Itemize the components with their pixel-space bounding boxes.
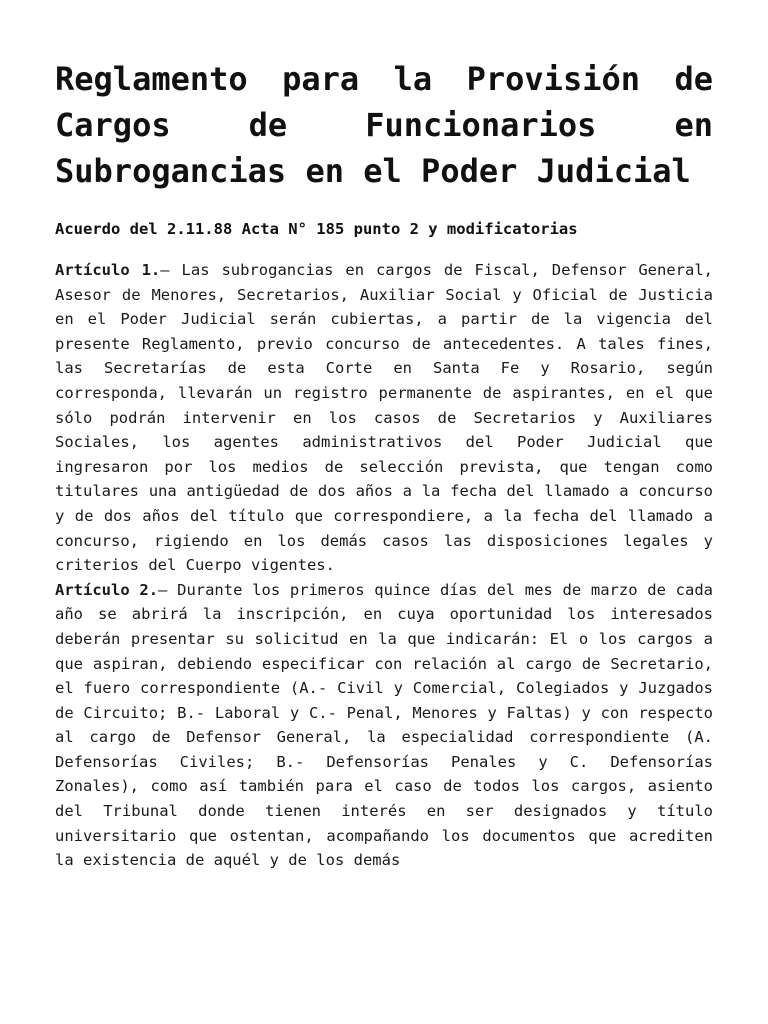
- article-1-text: – Las subrogancias en cargos de Fiscal, Defensor General, Asesor de Menores, Secretarios, Auxiliar Social y Oficial de Justicia en el Poder Judicial serán cubiertas, a partir de la vigencia del presente Reglamento, previo concurso de antecedentes. A tales fines, las Secretarías de esta Corte en Santa Fe y Rosario, según corresponda, llevarán un registro permanente de aspirantes, en el que sólo podrán intervenir en los casos de Secretarios y Auxiliares Sociales, los agentes administrativos del Poder Judicial que ingresaron por los medios de selección prevista, que tengan como titulares una antigüedad de dos años a la fecha del llamado a concurso y de dos años del título que correspondiere, a la fecha del llamado a concurso, rigiendo en los demás casos las disposiciones legales y criterios del Cuerpo vigentes.: [55, 261, 713, 575]
- document-body: [55, 56, 713, 873]
- article-2-label: Artículo 2.: [55, 580, 159, 599]
- article-2: [55, 578, 713, 873]
- document-title: Reglamento para la Provisión de Cargos de Funcionarios en Subrogancias en el Poder Judicial: [55, 60, 713, 190]
- article-1-label: Artículo 1.: [55, 261, 161, 279]
- article-2-text: – Durante los primeros quince días del mes de marzo de cada año se abrirá la inscripción, en cuya oportunidad los interesados deberán presentar su solicitud en la que indicarán: El o los cargos a que aspiran, debiendo especificar con relación al cargo de Secretario, el fuero correspondiente (A.- Civil y Comercial, Colegiados y Juzgados de Circuito; B.- Laboral y C.- Penal, Menores y Faltas) y con respecto al cargo de Defensor General, la especialidad correspondiente (A. Defensorías Civiles; B.- Defensorías Penales y C. Defensorías Zonales), como así también para el caso de todos los cargos, asiento del Tribunal donde tienen interés en ser designados y título universitario que ostentan, acompañando los documentos que acrediten la existencia de aquél y de los demás: [55, 580, 713, 870]
- document-subtitle: Acuerdo del 2.11.88 Acta N° 185 punto 2 y modificatorias: [55, 220, 578, 238]
- article-1: [55, 258, 713, 578]
